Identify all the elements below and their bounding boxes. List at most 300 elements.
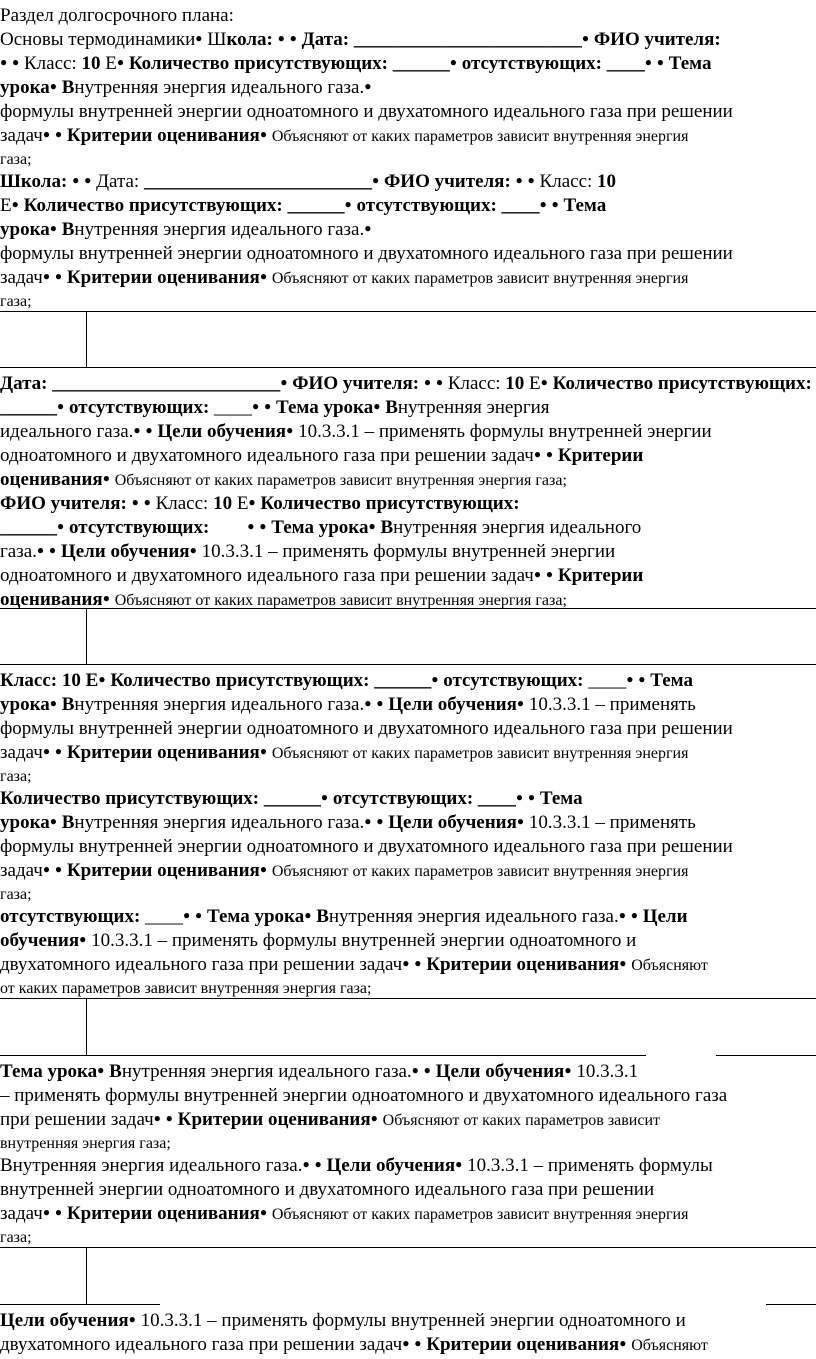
bullet-icon: [195, 29, 202, 50]
bullet-icon: [145, 421, 152, 442]
goal-code: 10.3.3.1: [201, 541, 264, 562]
goal-text: формулы внутренней энергии одноатомного и двухатомного идеального газа при решении: [0, 101, 733, 122]
absent-label: отсутствующих:: [69, 517, 210, 538]
criteria-label: Критерии оценивания: [66, 860, 260, 881]
doc-line: [0, 28, 816, 53]
bullet-icon: [516, 171, 523, 192]
doc-line: [0, 372, 816, 397]
bullet-icon: [43, 125, 50, 146]
criteria-text: Объясняют от каких параметров зависит: [382, 1112, 661, 1129]
goal-text: формулы внутренней энергии одноатомного и двухатомного идеального газа при решении: [0, 718, 733, 739]
criteria-text: Объясняют от каких параметров зависит внутренняя энергия: [271, 270, 689, 287]
bullet-icon: [631, 906, 638, 927]
criteria-tail: газа;: [0, 151, 32, 168]
bullet-icon: [455, 1155, 462, 1176]
goal-text: – применять формулы внутренней энергии одноатомного и: [207, 1310, 686, 1331]
goal-text: – применять формулы внутренней энергии: [364, 421, 712, 442]
bullet-icon: [528, 788, 535, 809]
class-label: Класс:: [24, 53, 77, 74]
separator-line: [86, 311, 87, 367]
separator-line: [86, 1247, 87, 1304]
criteria-text: Объясняют от каких параметров зависит внутренняя энергия: [271, 745, 689, 762]
present-blank[interactable]: ______: [0, 397, 57, 418]
task-word: задач: [0, 267, 43, 288]
bullet-icon: [534, 445, 541, 466]
absent-blank[interactable]: ____: [214, 397, 253, 418]
goals-label-b: обучения: [0, 930, 80, 951]
goals-label: Цели обучения: [388, 812, 517, 833]
doc-line: [0, 741, 816, 766]
criteria-text: Объясняют от каких параметров зависит внутренняя энергия: [271, 1206, 689, 1223]
bullet-icon: [402, 1334, 409, 1355]
lesson-topic-text: газа.: [0, 541, 37, 562]
goal-text: – применять: [595, 812, 696, 833]
doc-line: [0, 977, 816, 1000]
goal-text: – применять: [595, 694, 696, 715]
bullet-icon: [546, 565, 553, 586]
doc-line: [0, 540, 816, 565]
goal-text: двухатомного идеального газа при решении задач: [0, 1334, 403, 1355]
criteria-tail: от каких параметров зависит внутренняя энергия газа;: [0, 980, 372, 997]
goals-label-a: Цели: [642, 906, 688, 927]
teacher-label: ФИО учителя:: [593, 29, 721, 50]
bullet-icon: [260, 125, 267, 146]
goal-code: 10.3.3.1: [528, 694, 591, 715]
present-label: Количество присутствующих:: [552, 373, 812, 394]
doc-line: [0, 420, 816, 445]
doc-line: [0, 669, 816, 694]
task-word: задач: [0, 742, 43, 763]
school-label-a: Ш: [207, 29, 227, 50]
doc-line: [0, 396, 816, 421]
bullet-icon: [43, 1203, 50, 1224]
lesson-topic-text: нутренняя энергия идеального газа.: [328, 906, 619, 927]
goal-text: одноатомного и двухатомного идеального газа при решении задач: [0, 565, 534, 586]
criteria-tail: газа;: [0, 768, 32, 785]
bullet-icon: [314, 1155, 321, 1176]
criteria-label: Критерии оценивания: [66, 742, 260, 763]
task-word: задач: [0, 1203, 43, 1224]
topic-name: Основы термодинамики: [0, 29, 196, 50]
teacher-label: ФИО учителя:: [383, 171, 511, 192]
bullet-icon: [260, 267, 267, 288]
doc-line: [0, 693, 816, 718]
separator-line: [0, 608, 816, 609]
goal-text: при решении задач: [0, 1109, 154, 1130]
class-number: 10: [597, 171, 617, 192]
goals-label: Цели обучения: [157, 421, 287, 442]
present-blank[interactable]: ______: [0, 517, 57, 538]
class-letter: Е: [0, 195, 12, 216]
bullet-icon: [304, 906, 311, 927]
doc-line: [0, 883, 816, 906]
bullet-icon: [528, 171, 535, 192]
criteria-label-a: Критерии: [557, 445, 644, 466]
absent-blank[interactable]: ____: [145, 906, 184, 927]
bullet-icon: [183, 906, 190, 927]
bullet-icon: [133, 421, 140, 442]
doc-line: [0, 290, 816, 313]
bullet-icon: [248, 493, 255, 514]
bullet-icon: [12, 53, 19, 74]
bullet-icon: [50, 694, 57, 715]
criteria-tail: газа;: [0, 293, 32, 310]
present-label: Количество присутствующих:: [0, 788, 260, 809]
lesson-topic-label: Тема урока: [271, 517, 369, 538]
criteria-text: Объясняют от каких параметров зависит внутренняя энергия газа;: [114, 472, 567, 489]
bullet-icon: [57, 397, 64, 418]
criteria-label: Критерии оценивания: [66, 267, 260, 288]
bullet-icon: [0, 53, 7, 74]
date-blank[interactable]: ________________________: [353, 29, 582, 50]
topic-initial: В: [61, 812, 75, 833]
bullet-icon: [372, 171, 379, 192]
bullet-icon: [552, 195, 559, 216]
separator-line: [0, 664, 816, 665]
lesson-topic-label-a: Тема: [563, 195, 607, 216]
task-word: задач: [0, 860, 43, 881]
doc-line: [0, 194, 816, 219]
goals-label: Цели обучения: [435, 1061, 565, 1082]
bullet-icon: [626, 670, 633, 691]
doc-line: [0, 859, 816, 884]
bullet-icon: [57, 517, 64, 538]
absent-blank[interactable]: ____: [501, 195, 540, 216]
bullet-icon: [72, 171, 79, 192]
bullet-icon: [247, 517, 254, 538]
class-letter: Е: [529, 373, 541, 394]
bullet-icon: [321, 788, 328, 809]
criteria-tail: внутренняя энергия газа;: [0, 1135, 171, 1152]
criteria-tail: газа;: [0, 1229, 32, 1246]
class-label: Класс:: [447, 373, 501, 394]
bullet-icon: [50, 812, 57, 833]
teacher-label: ФИО учителя:: [0, 493, 127, 514]
class-letter: Е: [105, 53, 117, 74]
lesson-topic-text: нутренняя энергия идеального: [393, 517, 642, 538]
criteria-text: Объясняют: [631, 1337, 708, 1354]
goal-text: двухатомного идеального газа при решении задач: [0, 954, 403, 975]
lesson-topic-label-a: Тема: [668, 53, 712, 74]
doc-line: [0, 76, 816, 101]
doc-line: [0, 100, 816, 123]
bullet-icon: [290, 29, 297, 50]
bullet-icon: [55, 742, 62, 763]
lesson-topic-label: Тема урока: [276, 397, 374, 418]
bullet-icon: [373, 397, 380, 418]
absent-blank[interactable]: ____: [588, 670, 627, 691]
bullet-icon: [638, 670, 645, 691]
doc-line: [0, 564, 816, 589]
goal-text: – применять формулы внутренней энергии: [268, 541, 616, 562]
doc-line: [0, 953, 816, 978]
doc-line: [0, 811, 816, 836]
bullet-icon: [50, 77, 57, 98]
bullet-icon: [424, 1061, 431, 1082]
criteria-label: Критерии оценивания: [177, 1109, 371, 1130]
separator-line: [766, 1304, 816, 1305]
doc-line: [0, 170, 816, 195]
bullet-icon: [103, 589, 110, 610]
doc-line: [0, 1226, 816, 1249]
bullet-icon: [582, 29, 589, 50]
criteria-tail: газа;: [0, 886, 32, 903]
lesson-topic-label-b: урока: [0, 219, 50, 240]
bullet-icon: [450, 53, 457, 74]
separator-line: [0, 998, 816, 999]
doc-line: [0, 516, 816, 541]
goals-label: Цели обучения: [0, 1310, 129, 1331]
bullet-icon: [345, 195, 352, 216]
bullet-icon: [259, 517, 266, 538]
bullet-icon: [364, 77, 371, 98]
bullet-icon: [364, 694, 371, 715]
doc-line: [0, 1060, 816, 1085]
present-label: Количество присутствующих:: [128, 53, 388, 74]
topic-initial: В: [380, 517, 394, 538]
goal-text: – применять формулы: [533, 1155, 713, 1176]
bullet-icon: [43, 860, 50, 881]
lesson-topic-label: Тема урока: [207, 906, 305, 927]
bullet-icon: [166, 1109, 173, 1130]
bullet-icon: [132, 493, 139, 514]
doc-line: [0, 905, 816, 930]
goals-label: Цели обучения: [60, 541, 190, 562]
criteria-text: Объясняют от каких параметров зависит внутренняя энергия: [271, 863, 689, 880]
doc-line: [0, 444, 816, 469]
absent-blank[interactable]: ____: [606, 53, 645, 74]
doc-line: [0, 588, 816, 613]
bullet-icon: [129, 1310, 136, 1331]
present-blank[interactable]: ______: [392, 53, 450, 74]
bullet-icon: [546, 445, 553, 466]
doc-line: [0, 1333, 816, 1358]
separator-line: [0, 1247, 816, 1248]
bullet-icon: [79, 930, 86, 951]
present-blank[interactable]: ______: [287, 195, 345, 216]
goals-label: Цели обучения: [326, 1155, 456, 1176]
class-number: 10: [505, 373, 525, 394]
present-label: Количество присутствующих:: [23, 195, 283, 216]
bullet-icon: [260, 742, 267, 763]
absent-label: отсутствующих:: [461, 53, 603, 74]
class-label: Класс:: [0, 670, 58, 691]
bullet-icon: [424, 373, 431, 394]
lesson-topic-text: нутренняя энергия идеального газа.: [74, 694, 365, 715]
bullet-icon: [619, 954, 626, 975]
bullet-icon: [97, 1061, 104, 1082]
doc-line: [0, 266, 816, 291]
class-number: 10: [61, 670, 81, 691]
criteria-label-a: Критерии: [557, 565, 644, 586]
bullet-icon: [286, 421, 293, 442]
date-blank[interactable]: ________________________: [52, 373, 281, 394]
doc-line: [0, 492, 816, 517]
separator-line: [86, 608, 87, 664]
doc-line: [0, 4, 816, 27]
present-blank[interactable]: ______: [263, 788, 321, 809]
lesson-topic-text: нутренняя энергия идеального газа.: [121, 1061, 412, 1082]
goal-text: формулы внутренней энергии одноатомного и двухатомного идеального газа при решении: [0, 243, 733, 264]
goal-text: внутренней энергии одноатомного и двухатомного идеального газа при решении: [0, 1179, 655, 1200]
goal-text: формулы внутренней энергии одноатомного и двухатомного идеального газа при решении: [0, 836, 733, 857]
class-label: Класс:: [539, 171, 593, 192]
bullet-icon: [436, 373, 443, 394]
bullet-icon: [103, 469, 110, 490]
separator-line: [0, 1055, 646, 1056]
topic-initial: В: [61, 694, 75, 715]
bullet-icon: [55, 267, 62, 288]
bullet-icon: [37, 541, 44, 562]
bullet-icon: [252, 397, 259, 418]
lesson-topic-label-a: Тема: [650, 670, 693, 691]
lesson-topic-label: Тема урока: [0, 1061, 98, 1082]
goal-code: 10.3.3.1: [467, 1155, 529, 1176]
bullet-icon: [376, 694, 383, 715]
bullet-icon: [43, 267, 50, 288]
bullet-icon: [84, 171, 91, 192]
goals-label: Цели обучения: [388, 694, 517, 715]
goal-text: одноатомного и двухатомного идеального газа при решении задач: [0, 445, 534, 466]
lesson-topic-text: Внутренняя энергия идеального газа.: [0, 1155, 303, 1176]
criteria-text: Объясняют от каких параметров зависит внутренняя энергия: [271, 128, 689, 145]
separator-line: [0, 311, 816, 312]
bullet-icon: [264, 397, 271, 418]
goal-code: 10.3.3.1: [576, 1061, 639, 1082]
bullet-icon: [278, 29, 285, 50]
goal-code: 10.3.3.1: [528, 812, 591, 833]
date-label: Дата:: [0, 373, 48, 394]
bullet-icon: [517, 694, 524, 715]
doc-line: [0, 1309, 816, 1334]
topic-initial: В: [61, 77, 75, 98]
doc-line: [0, 787, 816, 812]
topic-initial: В: [109, 1061, 122, 1082]
bullet-icon: [364, 812, 371, 833]
goal-code: 10.3.3.1: [140, 1310, 203, 1331]
doc-line: [0, 1154, 816, 1179]
criteria-label: Критерии оценивания: [426, 1334, 620, 1355]
bullet-icon: [55, 860, 62, 881]
bullet-icon: [564, 1061, 571, 1082]
doc-line: [0, 1178, 816, 1201]
lesson-topic-label-a: Тема: [539, 788, 583, 809]
section-label: Раздел долгосрочного плана:: [0, 5, 234, 26]
absent-blank[interactable]: ____: [477, 788, 516, 809]
class-letter: Е: [85, 670, 99, 691]
bullet-icon: [195, 906, 202, 927]
bullet-icon: [49, 541, 56, 562]
doc-line: [0, 124, 816, 149]
doc-line: [0, 218, 816, 243]
bullet-icon: [154, 1109, 161, 1130]
goal-text: – применять формулы внутренней энергии одноатомного и: [157, 930, 637, 951]
criteria-text: Объясняют: [631, 957, 708, 974]
absent-label: отсутствующих:: [356, 195, 497, 216]
bullet-icon: [431, 670, 438, 691]
bullet-icon: [541, 373, 548, 394]
class-number: 10: [213, 493, 233, 514]
bullet-icon: [540, 195, 547, 216]
bullet-icon: [117, 53, 124, 74]
class-label: Класс:: [155, 493, 209, 514]
bullet-icon: [414, 954, 421, 975]
separator-line: [716, 1055, 816, 1056]
doc-line: [0, 1132, 816, 1155]
bullet-icon: [260, 860, 267, 881]
bullet-icon: [534, 565, 541, 586]
present-blank[interactable]: ______: [374, 670, 432, 691]
goal-code: 10.3.3.1: [91, 930, 153, 951]
doc-line: [0, 1108, 816, 1133]
bullet-icon: [645, 53, 652, 74]
bullet-icon: [371, 1109, 378, 1130]
criteria-label-b: оценивания: [0, 589, 103, 610]
doc-line: [0, 835, 816, 858]
date-label: Дата:: [96, 171, 140, 192]
bullet-icon: [144, 493, 151, 514]
task-word: задач: [0, 125, 43, 146]
criteria-label: Критерии оценивания: [66, 125, 260, 146]
lesson-topic-label-b: урока: [0, 77, 50, 98]
absent-label: отсутствующих:: [332, 788, 474, 809]
bullet-icon: [414, 1334, 421, 1355]
present-label: Количество присутствующих:: [260, 493, 520, 514]
topic-initial: В: [385, 397, 398, 418]
separator-line: [0, 367, 816, 368]
lesson-topic-label-b: урока: [0, 812, 50, 833]
bullet-icon: [302, 1155, 309, 1176]
absent-label: отсутствующих:: [443, 670, 584, 691]
separator-line: [0, 1304, 160, 1305]
doc-line: [0, 1084, 816, 1107]
bullet-icon: [12, 195, 19, 216]
separator-line: [86, 998, 87, 1055]
doc-line: [0, 52, 816, 77]
bullet-icon: [376, 812, 383, 833]
bullet-icon: [43, 742, 50, 763]
doc-line: [0, 468, 816, 493]
doc-line: [0, 148, 816, 171]
bullet-icon: [402, 954, 409, 975]
bullet-icon: [364, 219, 371, 240]
date-blank[interactable]: ________________________: [143, 171, 372, 192]
bullet-icon: [50, 219, 57, 240]
bullet-icon: [55, 1203, 62, 1224]
bullet-icon: [516, 788, 523, 809]
bullet-icon: [260, 1203, 267, 1224]
doc-line: [0, 929, 816, 954]
doc-line: [0, 1202, 816, 1227]
topic-initial: В: [316, 906, 329, 927]
lesson-topic-text: нутренняя энергия идеального газа.: [74, 219, 365, 240]
bullet-icon: [55, 125, 62, 146]
absent-label: отсутствующих:: [69, 397, 210, 418]
goal-code: 10.3.3.1: [298, 421, 360, 442]
bullet-icon: [368, 517, 375, 538]
goal-text: – применять формулы внутренней энергии одноатомного и двухатомного идеального газа: [0, 1085, 728, 1106]
criteria-label-b: оценивания: [0, 469, 103, 490]
lesson-topic-text: нутренняя энергия: [397, 397, 550, 418]
doc-line: [0, 765, 816, 788]
bullet-icon: [412, 1061, 419, 1082]
bullet-icon: [280, 373, 287, 394]
bullet-icon: [619, 906, 626, 927]
school-label: Школа:: [0, 171, 68, 192]
lesson-topic-label-b: урока: [0, 694, 50, 715]
lesson-topic-text: идеального газа.: [0, 421, 134, 442]
criteria-text: Объясняют от каких параметров зависит внутренняя энергия газа;: [114, 592, 567, 609]
